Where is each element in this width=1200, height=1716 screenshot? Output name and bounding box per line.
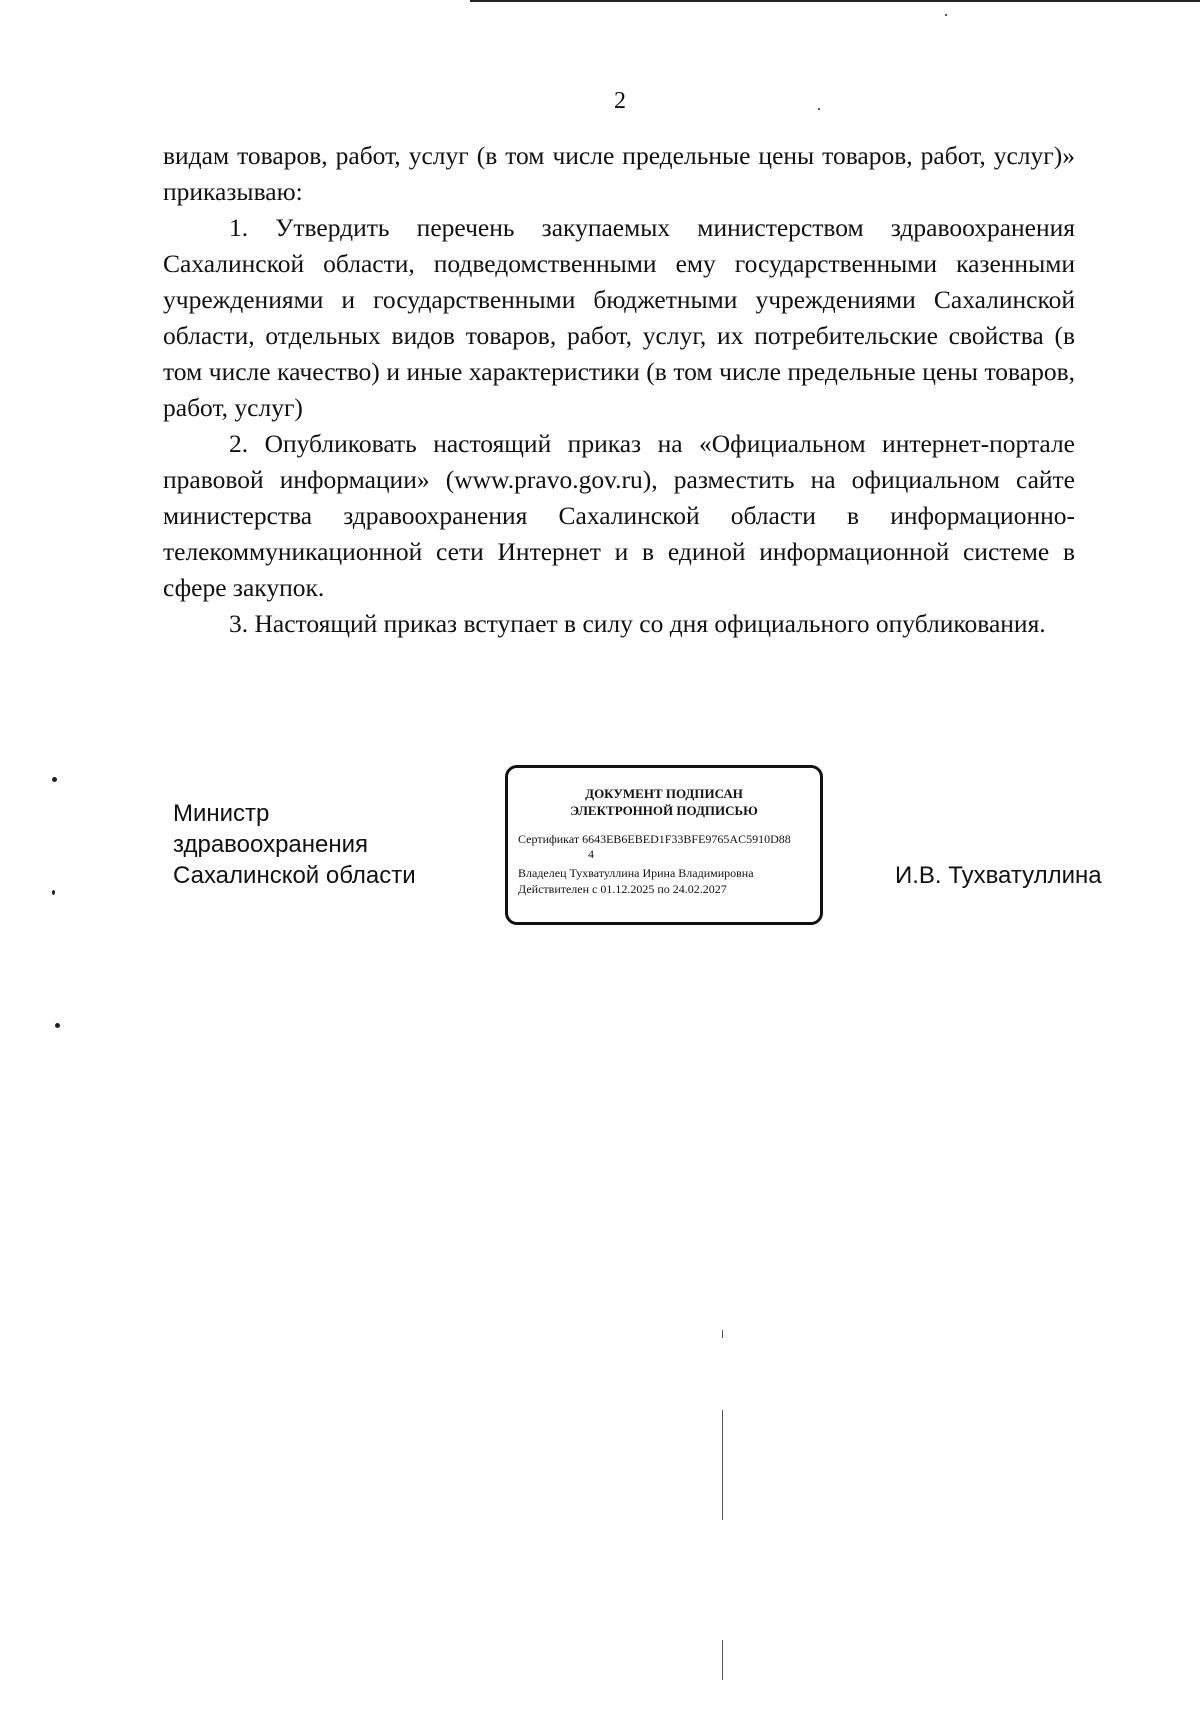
- page-number: 2: [614, 88, 626, 114]
- scan-speck: [52, 890, 55, 895]
- scan-artifact-line: [722, 1330, 723, 1338]
- signatory-title: [173, 798, 416, 891]
- paragraph-item-2: 2. Опубликовать настоящий приказ на «Официальном интернет-портале правовой информации» (www.pravo.gov.ru), разместить на официальном сайте министерства здравоохранения Сахалинской области в информационно-телекоммуникационной сети Интернет и в единой информационной системе в сфере закупок.: [163, 429, 1075, 602]
- stamp-validity: Действителен с 01.12.2025 по 24.02.2027: [518, 882, 727, 896]
- paragraph-intro-continuation: видам товаров, работ, услуг (в том числе предельные цены товаров, работ, услуг)» приказываю:: [163, 141, 1075, 206]
- stamp-certificate: Сертификат 6643EB6EBED1F33BFE9765AC5910D88: [518, 832, 791, 846]
- stamp-owner: Владелец Тухватуллина Ирина Владимировна: [518, 866, 754, 880]
- electronic-signature-stamp: [505, 765, 823, 925]
- scan-speck: [52, 777, 57, 782]
- stamp-heading-line: ДОКУМЕНТ ПОДПИСАН: [585, 786, 743, 801]
- paragraph-item-3: 3. Настоящий приказ вступает в силу со дня официального опубликования.: [229, 609, 1046, 638]
- stamp-certificate-tail: 4: [588, 847, 594, 861]
- stamp-heading-line: ЭЛЕКТРОННОЙ ПОДПИСЬЮ: [570, 803, 758, 818]
- scan-artifact-line: [722, 1640, 723, 1680]
- scan-speck: [55, 1023, 60, 1028]
- scan-speck: [818, 108, 820, 110]
- signatory-title-line: здравоохранения: [173, 831, 369, 858]
- document-body: [163, 138, 1075, 642]
- stamp-heading: [508, 785, 820, 819]
- signatory-title-line: Министр: [173, 800, 270, 827]
- page-top-edge-line: [470, 0, 1200, 2]
- signatory-name: И.В. Тухватуллина: [895, 862, 1102, 889]
- scan-speck: [945, 14, 947, 16]
- scan-artifact-line: [722, 1410, 723, 1520]
- signatory-title-line: Сахалинской области: [173, 862, 416, 889]
- paragraph-item-1: 1. Утвердить перечень закупаемых министерством здравоохранения Сахалинской области, подведомственными ему государственными казенными учреждениями и государственными бюджетными учреждениями Сахалинской области, отдельных видов товаров, работ, услуг, их потребительские свойства (в том числе качество) и иные характеристики (в том числе предельные цены товаров, работ, услуг): [163, 213, 1075, 422]
